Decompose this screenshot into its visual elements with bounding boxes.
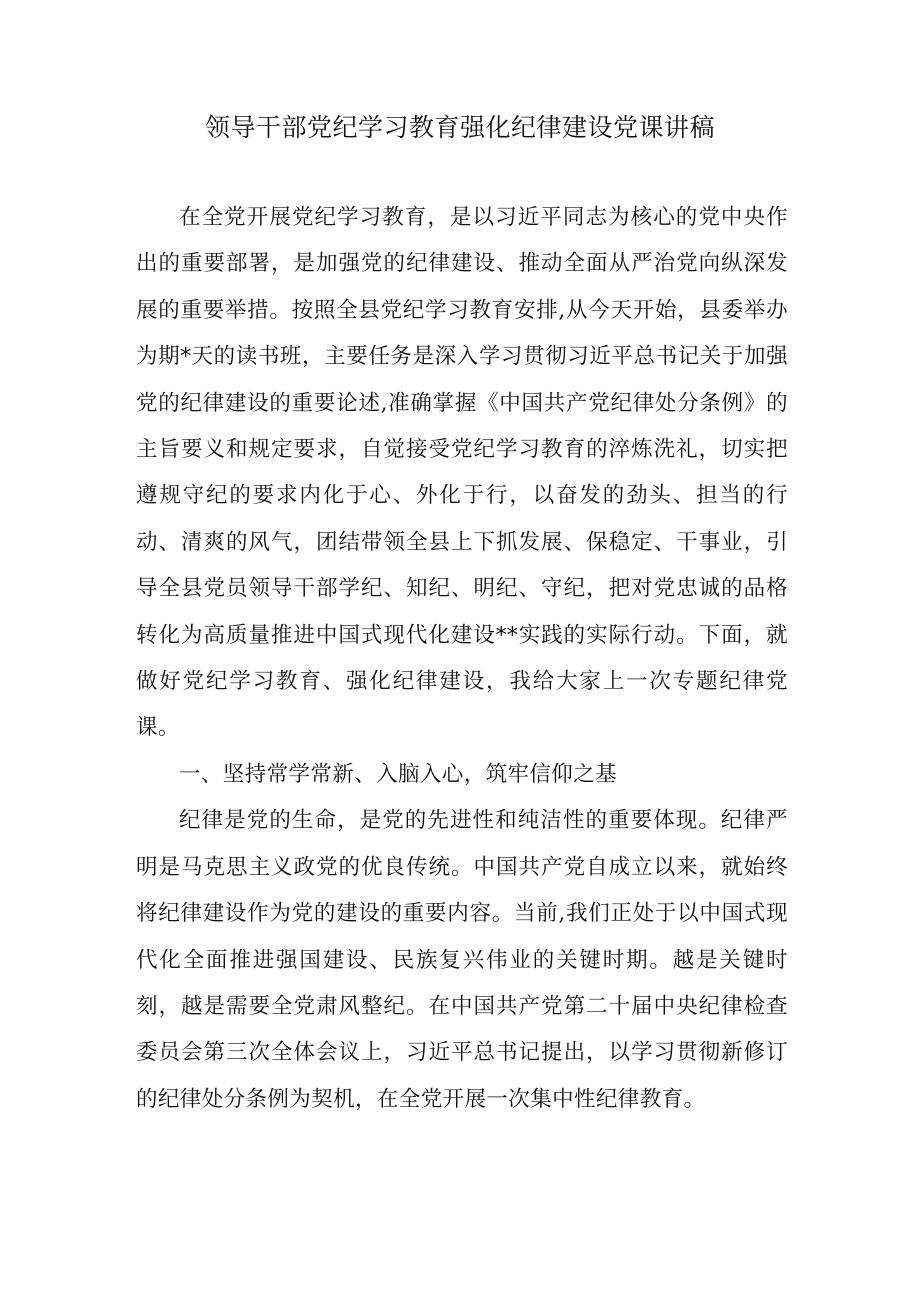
section-paragraph: 纪律是党的生命，是党的先进性和纯洁性的重要体现。纪律严明是马克思主义政党的优良传统。中国共产党自成立以来，就始终将纪律建设作为党的建设的重要内容。当前,我们正处于以中国式现代化全面推进强国建设、民族复兴伟业的关键时期。越是关键时刻，越是需要全党肃风整纪。在中国共产党第二十届中央纪律检查委员会第三次全体会议上，习近平总书记提出，以学习贯彻新修订的纪律处分条例为契机，在全党开展一次集中性纪律教育。 (136, 808, 788, 1112)
document-title: 领导干部党纪学习教育强化纪律建设党课讲稿 (204, 113, 715, 142)
section-heading: 一、坚持常学常新、入脑入心，筑牢信仰之基 (179, 761, 618, 787)
document-body (136, 195, 788, 1123)
intro-paragraph: 在全党开展党纪学习教育，是以习近平同志为核心的党中央作出的重要部署，是加强党的纪律建设、推动全面从严治党向纵深发展的重要举措。按照全县党纪学习教育安排,从今天开始，县委举办为期*天的读书班，主要任务是深入学习贯彻习近平总书记关于加强党的纪律建设的重要论述,准确掌握《中国共产党纪律处分条例》的主旨要义和规定要求，自觉接受党纪学习教育的淬炼洗礼，切实把遵规守纪的要求内化于心、外化于行，以奋发的劲头、担当的行动、清爽的风气，团结带领全县上下抓发展、保稳定、干事业，引导全县党员领导干部学纪、知纪、明纪、守纪，把对党忠诚的品格转化为高质量推进中国式现代化建设**实践的实际行动。下面，就做好党纪学习教育、强化纪律建设，我给大家上一次专题纪律党课。 (136, 205, 788, 741)
